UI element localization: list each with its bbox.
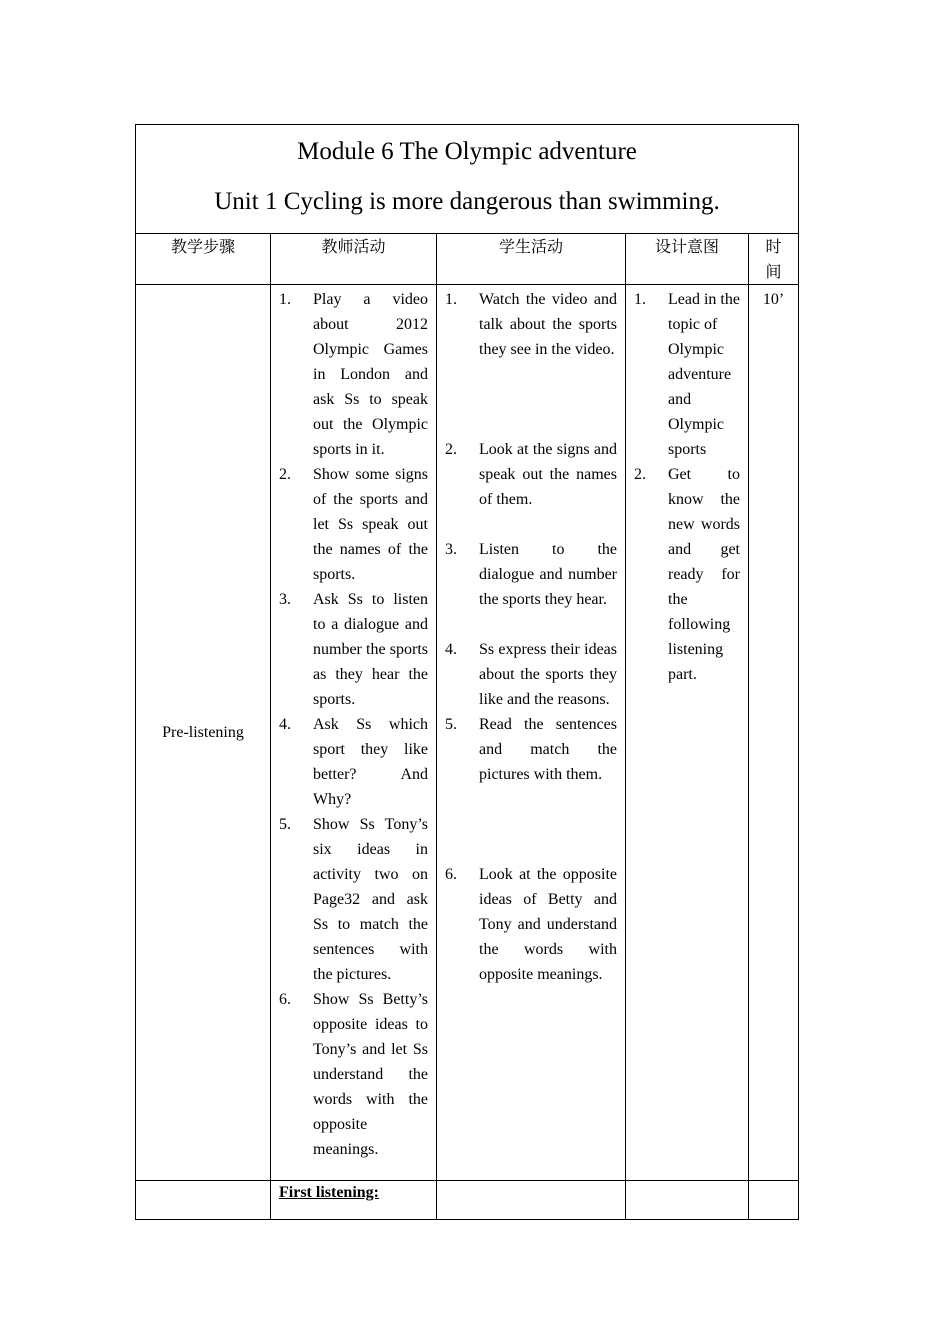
teacher-activities <box>271 285 437 1181</box>
header-time <box>749 234 799 285</box>
header-steps-label: 教学步骤 <box>170 237 235 256</box>
header-teacher-label: 教师活动 <box>321 237 386 256</box>
list-item: 5. Read the sentences and match the pictures with them. <box>445 716 617 783</box>
header-teacher <box>271 234 437 285</box>
header-design <box>626 234 749 285</box>
first-listening-label: First listening: <box>271 1181 437 1220</box>
empty-cell <box>136 1181 271 1220</box>
header-time-label-2: 间 <box>765 262 782 281</box>
time-value: 10’ <box>762 291 785 308</box>
time-cell <box>749 285 799 1181</box>
list-item: 3. Listen to the dialogue and number the sports they hear. <box>445 541 617 608</box>
list-item: 4. Ask Ss which sport they like better? And Why? <box>279 716 428 808</box>
title-cell <box>136 125 799 234</box>
header-student <box>437 234 626 285</box>
header-design-label: 设计意图 <box>654 237 719 256</box>
lesson-plan-table <box>135 124 799 1220</box>
list-item: 4. Ss express their ideas about the sports they like and the reasons. <box>445 641 617 708</box>
module-title: Module 6 The Olympic adventure <box>297 138 637 165</box>
list-item: 2. Show some signs of the sports and let Ss speak out the names of the sports. <box>279 466 428 583</box>
list-item: 6. Show Ss Betty’s opposite ideas to Tony’s and let Ss understand the words with the opposite meanings. <box>279 991 428 1158</box>
student-activities <box>437 285 626 1181</box>
pre-listening-row <box>136 285 799 1181</box>
first-listening-row <box>136 1181 799 1220</box>
header-student-label: 学生活动 <box>498 237 563 256</box>
list-item: 6. Look at the opposite ideas of Betty and Tony and understand the words with opposite meanings. <box>445 866 617 983</box>
list-item: 1. Play a video about 2012 Olympic Games in London and ask Ss to speak out the Olympic sports in it. <box>279 291 428 458</box>
stage-cell <box>136 285 271 1181</box>
empty-cell <box>437 1181 626 1220</box>
header-time-label-1: 时 <box>765 237 782 256</box>
title-row <box>136 125 799 234</box>
list-item: 1. Lead in the topic of Olympic adventure and Olympic sports <box>634 291 740 458</box>
header-steps <box>136 234 271 285</box>
list-item: 1. Watch the video and talk about the sports they see in the video. <box>445 291 617 358</box>
empty-cell <box>749 1181 799 1220</box>
header-row <box>136 234 799 285</box>
empty-cell <box>626 1181 749 1220</box>
list-item: 2. Look at the signs and speak out the names of them. <box>445 441 617 508</box>
unit-title: Unit 1 Cycling is more dangerous than swimming. <box>214 188 720 215</box>
list-item: 2. Get to know the new words and get ready for the following listening part. <box>634 466 740 683</box>
design-intent <box>626 285 749 1181</box>
stage-label: Pre-listening <box>162 724 244 741</box>
list-item: 3. Ask Ss to listen to a dialogue and number the sports as they hear the sports. <box>279 591 428 708</box>
list-item: 5. Show Ss Tony’s six ideas in activity two on Page32 and ask Ss to match the sentences with the pictures. <box>279 816 428 983</box>
